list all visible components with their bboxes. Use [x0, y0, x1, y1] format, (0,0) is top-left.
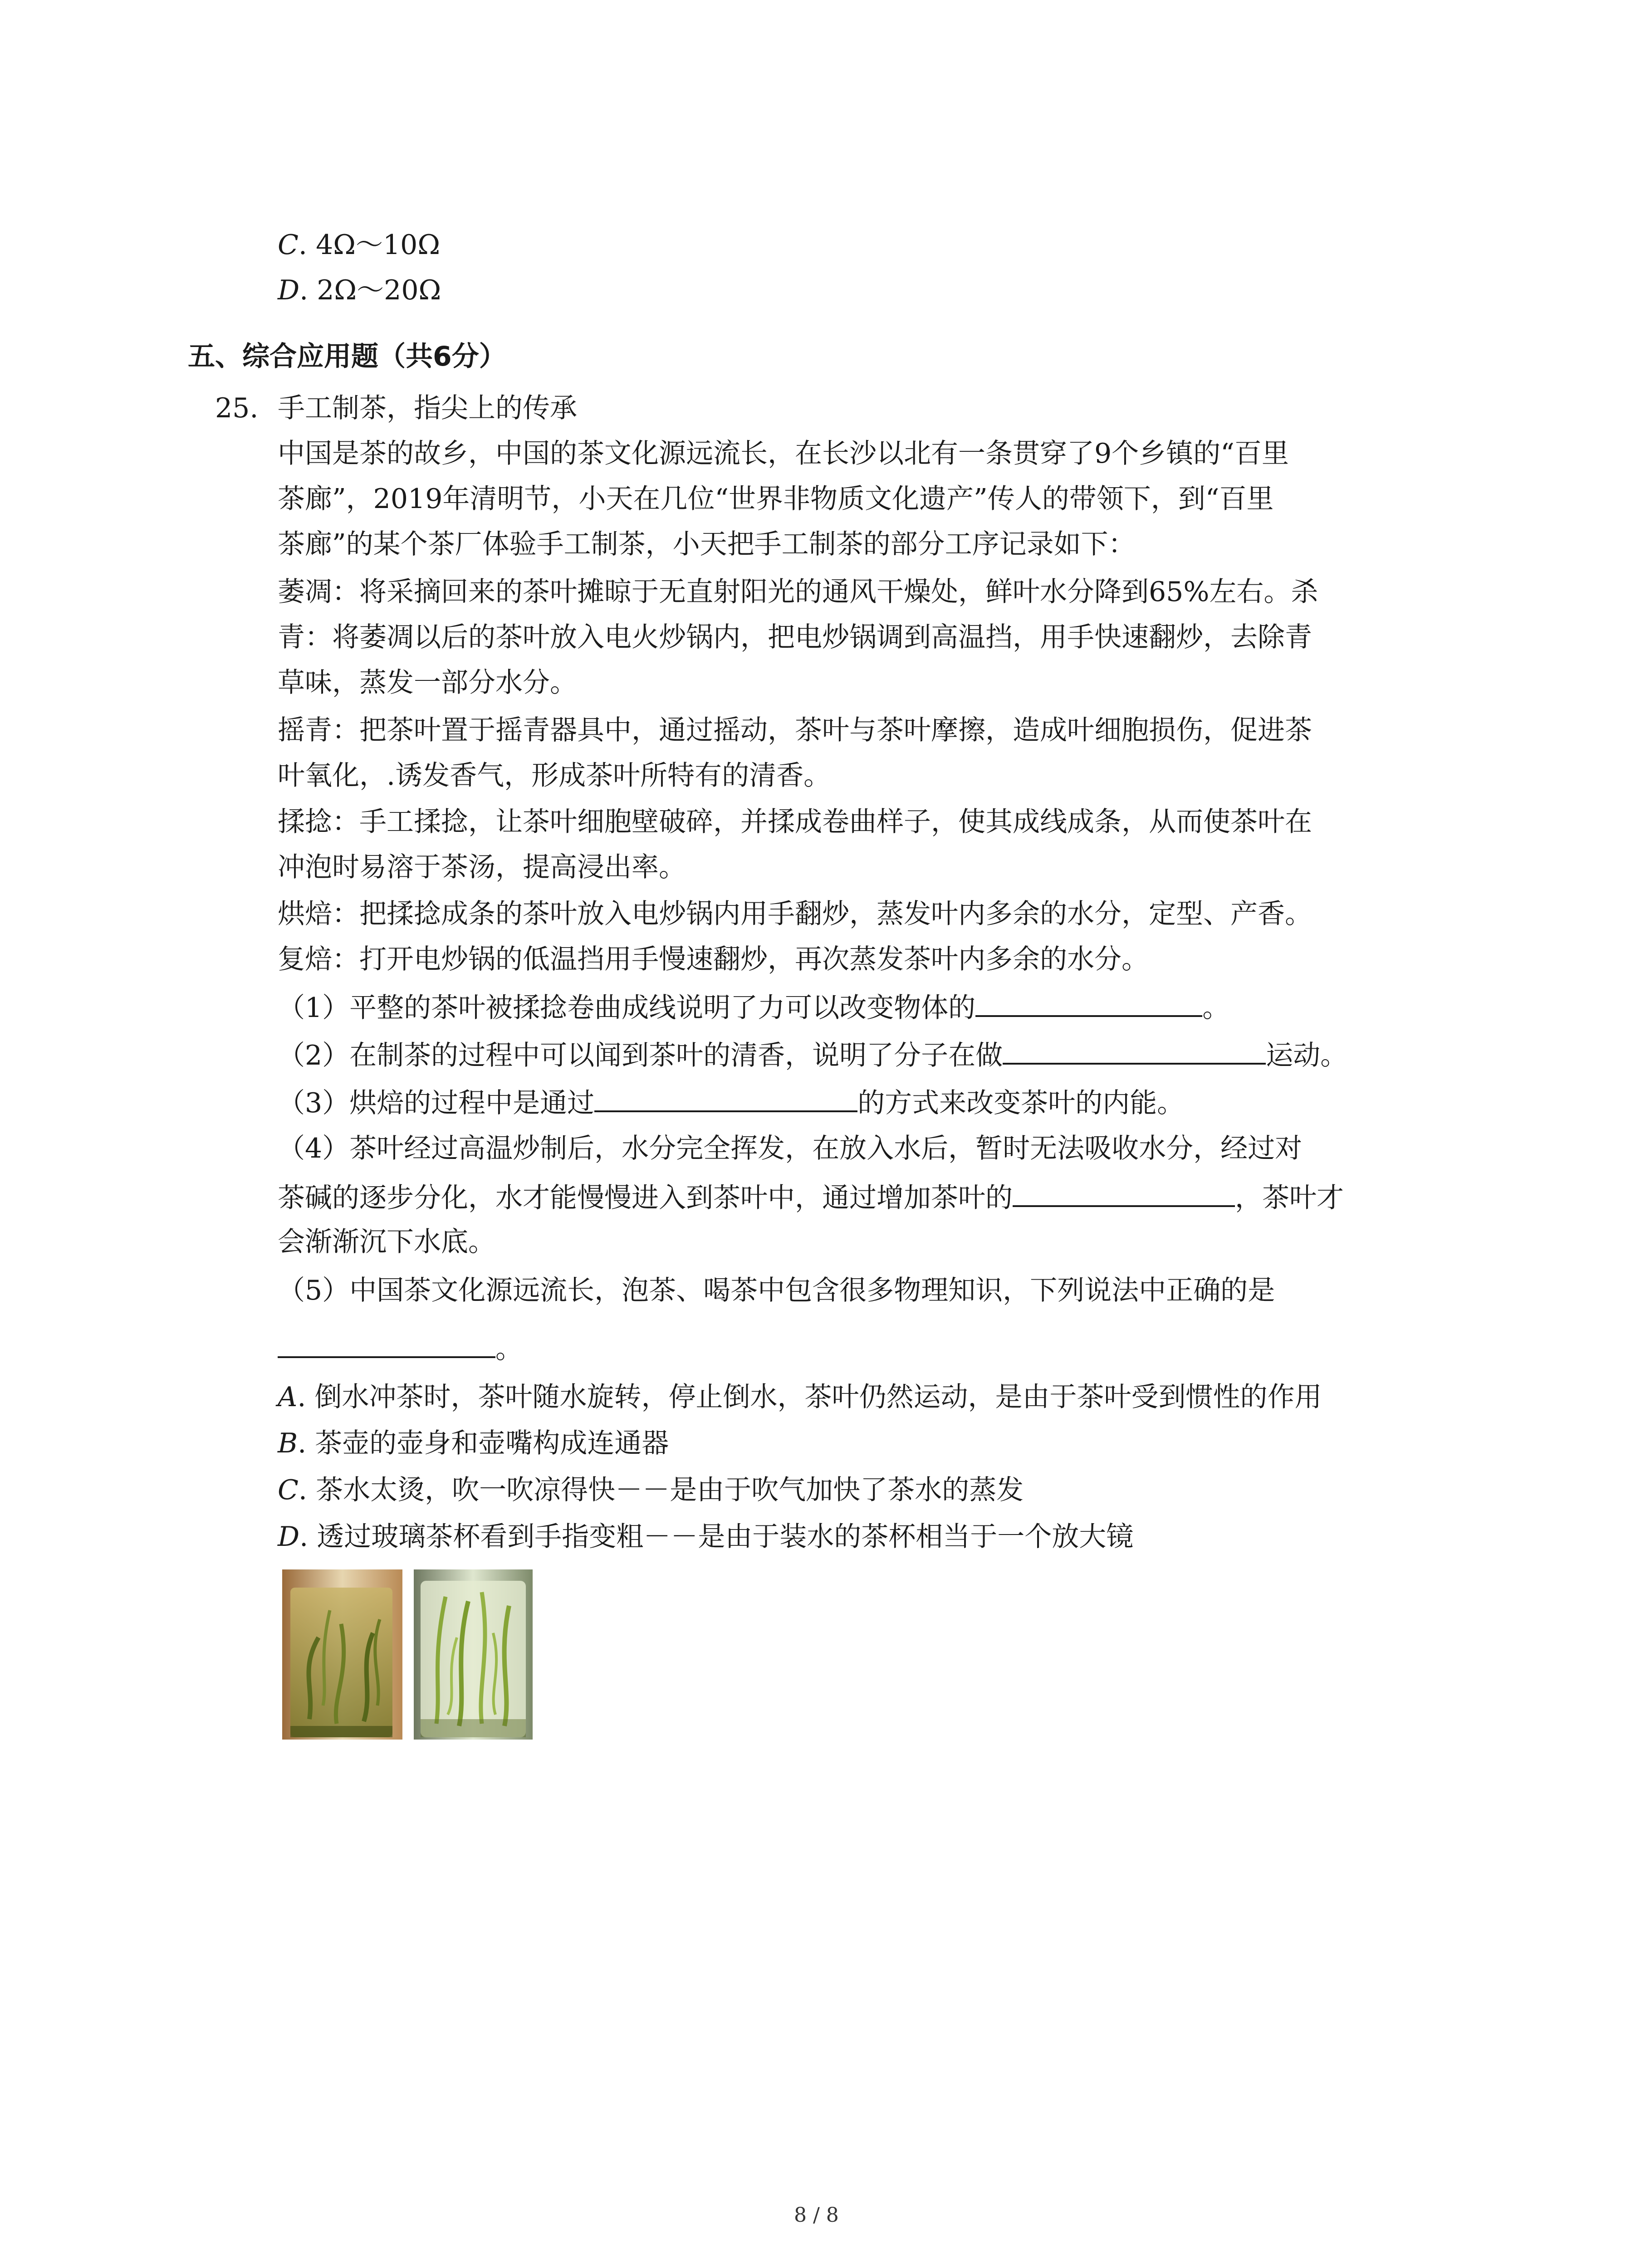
sub-question-text: 运动。: [1266, 1040, 1348, 1071]
answer-blank-5[interactable]: [278, 1329, 495, 1358]
option-text: . 透过玻璃茶杯看到手指变粗－－是由于装水的茶杯相当于一个放大镜: [299, 1521, 1134, 1553]
sub-question-5-line1: （5）中国茶文化源远流长，泡茶、喝茶中包含很多物理知识，下列说法中正确的是: [278, 1275, 1275, 1306]
option-c: [278, 1472, 1024, 1508]
section-heading: 五、综合应用题（共6分）: [188, 341, 506, 372]
tea-glass-photo-amber: [282, 1569, 402, 1740]
sub-question-4-line3: 会渐渐沉下水底。: [278, 1226, 495, 1258]
passage-line: 茶廊”，2019年清明节，小天在几位“世界非物质文化遗产”传人的带领下，到“百里: [278, 483, 1274, 515]
sub-question-2: [278, 1036, 1347, 1074]
answer-blank-3[interactable]: [594, 1083, 857, 1112]
tea-glass-photo-green: [414, 1569, 533, 1740]
option-text: . 茶壶的壶身和壶嘴构成连通器: [298, 1427, 669, 1459]
sub-question-4-line1: （4）茶叶经过高温炒制后，水分完全挥发，在放入水后，暂时无法吸收水分，经过对: [278, 1133, 1303, 1164]
passage-line: 草味，蒸发一部分水分。: [278, 667, 577, 699]
option-b: [278, 1425, 669, 1461]
answer-blank-4[interactable]: [1013, 1178, 1235, 1207]
passage-line: 冲泡时易溶于茶汤，提高浸出率。: [278, 851, 686, 883]
option-letter: C: [278, 229, 299, 261]
answer-blank-1[interactable]: [975, 988, 1202, 1017]
option-text: . 2Ω～20Ω: [299, 274, 441, 306]
passage-line: 茶廊”的某个茶厂体验手工制茶，小天把手工制茶的部分工序记录如下：: [278, 528, 1136, 560]
option-letter: D: [278, 274, 300, 306]
option-c-prev: [278, 227, 440, 263]
passage-line: 烘焙：把揉捻成条的茶叶放入电炒锅内用手翻炒，蒸发叶内多余的水分，定型、产香。: [278, 898, 1312, 930]
option-a: [278, 1379, 1322, 1415]
passage-line: 复焙：打开电炒锅的低温挡用手慢速翻炒，再次蒸发茶叶内多余的水分。: [278, 943, 1149, 975]
option-text: . 茶水太烫，吹一吹凉得快－－是由于吹气加快了茶水的蒸发: [298, 1474, 1024, 1506]
option-letter: D: [278, 1521, 300, 1553]
sub-question-text: 。: [495, 1333, 523, 1365]
sub-question-3: [278, 1083, 1184, 1121]
question-title: 手工制茶，指尖上的传承: [278, 392, 577, 424]
option-letter: B: [278, 1427, 298, 1459]
option-text: . 4Ω～10Ω: [298, 229, 441, 261]
passage-line: 青：将萎凋以后的茶叶放入电火炒锅内，把电炒锅调到高温挡，用手快速翻炒，去除青: [278, 621, 1312, 653]
sub-question-text: ，茶叶才: [1235, 1182, 1344, 1214]
passage-line: 叶氧化，.诱发香气，形成茶叶所特有的清香。: [278, 760, 831, 792]
sub-question-1: [278, 988, 1230, 1026]
option-letter: C: [278, 1474, 299, 1506]
sub-question-text: （3）烘焙的过程中是通过: [278, 1087, 595, 1119]
passage-line: 揉捻：手工揉捻，让茶叶细胞壁破碎，并揉成卷曲样子，使其成线成条，从而使茶叶在: [278, 806, 1312, 838]
option-text: . 倒水冲茶时，茶叶随水旋转，停止倒水，茶叶仍然运动，是由于茶叶受到惯性的作用: [297, 1381, 1322, 1413]
passage-line: 中国是茶的故乡，中国的茶文化源远流长，在长沙以北有一条贯穿了9个乡镇的“百里: [278, 438, 1289, 469]
sub-question-text: （1）平整的茶叶被揉捻卷曲成线说明了力可以改变物体的: [278, 992, 976, 1024]
sub-question-text: 茶碱的逐步分化，水才能慢慢进入到茶叶中，通过增加茶叶的: [278, 1182, 1013, 1214]
option-d: [278, 1519, 1133, 1555]
option-letter: A: [278, 1381, 298, 1413]
option-d-prev: [278, 272, 441, 308]
question-number: 25.: [215, 392, 259, 424]
sub-question-text: （2）在制茶的过程中可以闻到茶叶的清香，说明了分子在做: [278, 1040, 1003, 1071]
answer-blank-2[interactable]: [1003, 1036, 1266, 1065]
sub-question-5-line2: [278, 1329, 523, 1367]
sub-question-text: 。: [1202, 992, 1230, 1024]
sub-question-text: 的方式来改变茶叶的内能。: [857, 1087, 1185, 1119]
passage-line: 萎凋：将采摘回来的茶叶摊晾于无直射阳光的通风干燥处，鲜叶水分降到65%左右。杀: [278, 576, 1318, 608]
passage-line: 摇青：把茶叶置于摇青器具中，通过摇动，茶叶与茶叶摩擦，造成叶细胞损伤，促进茶: [278, 714, 1312, 746]
sub-question-4-line2: [278, 1178, 1344, 1216]
page-number: 8 / 8: [794, 2204, 839, 2227]
